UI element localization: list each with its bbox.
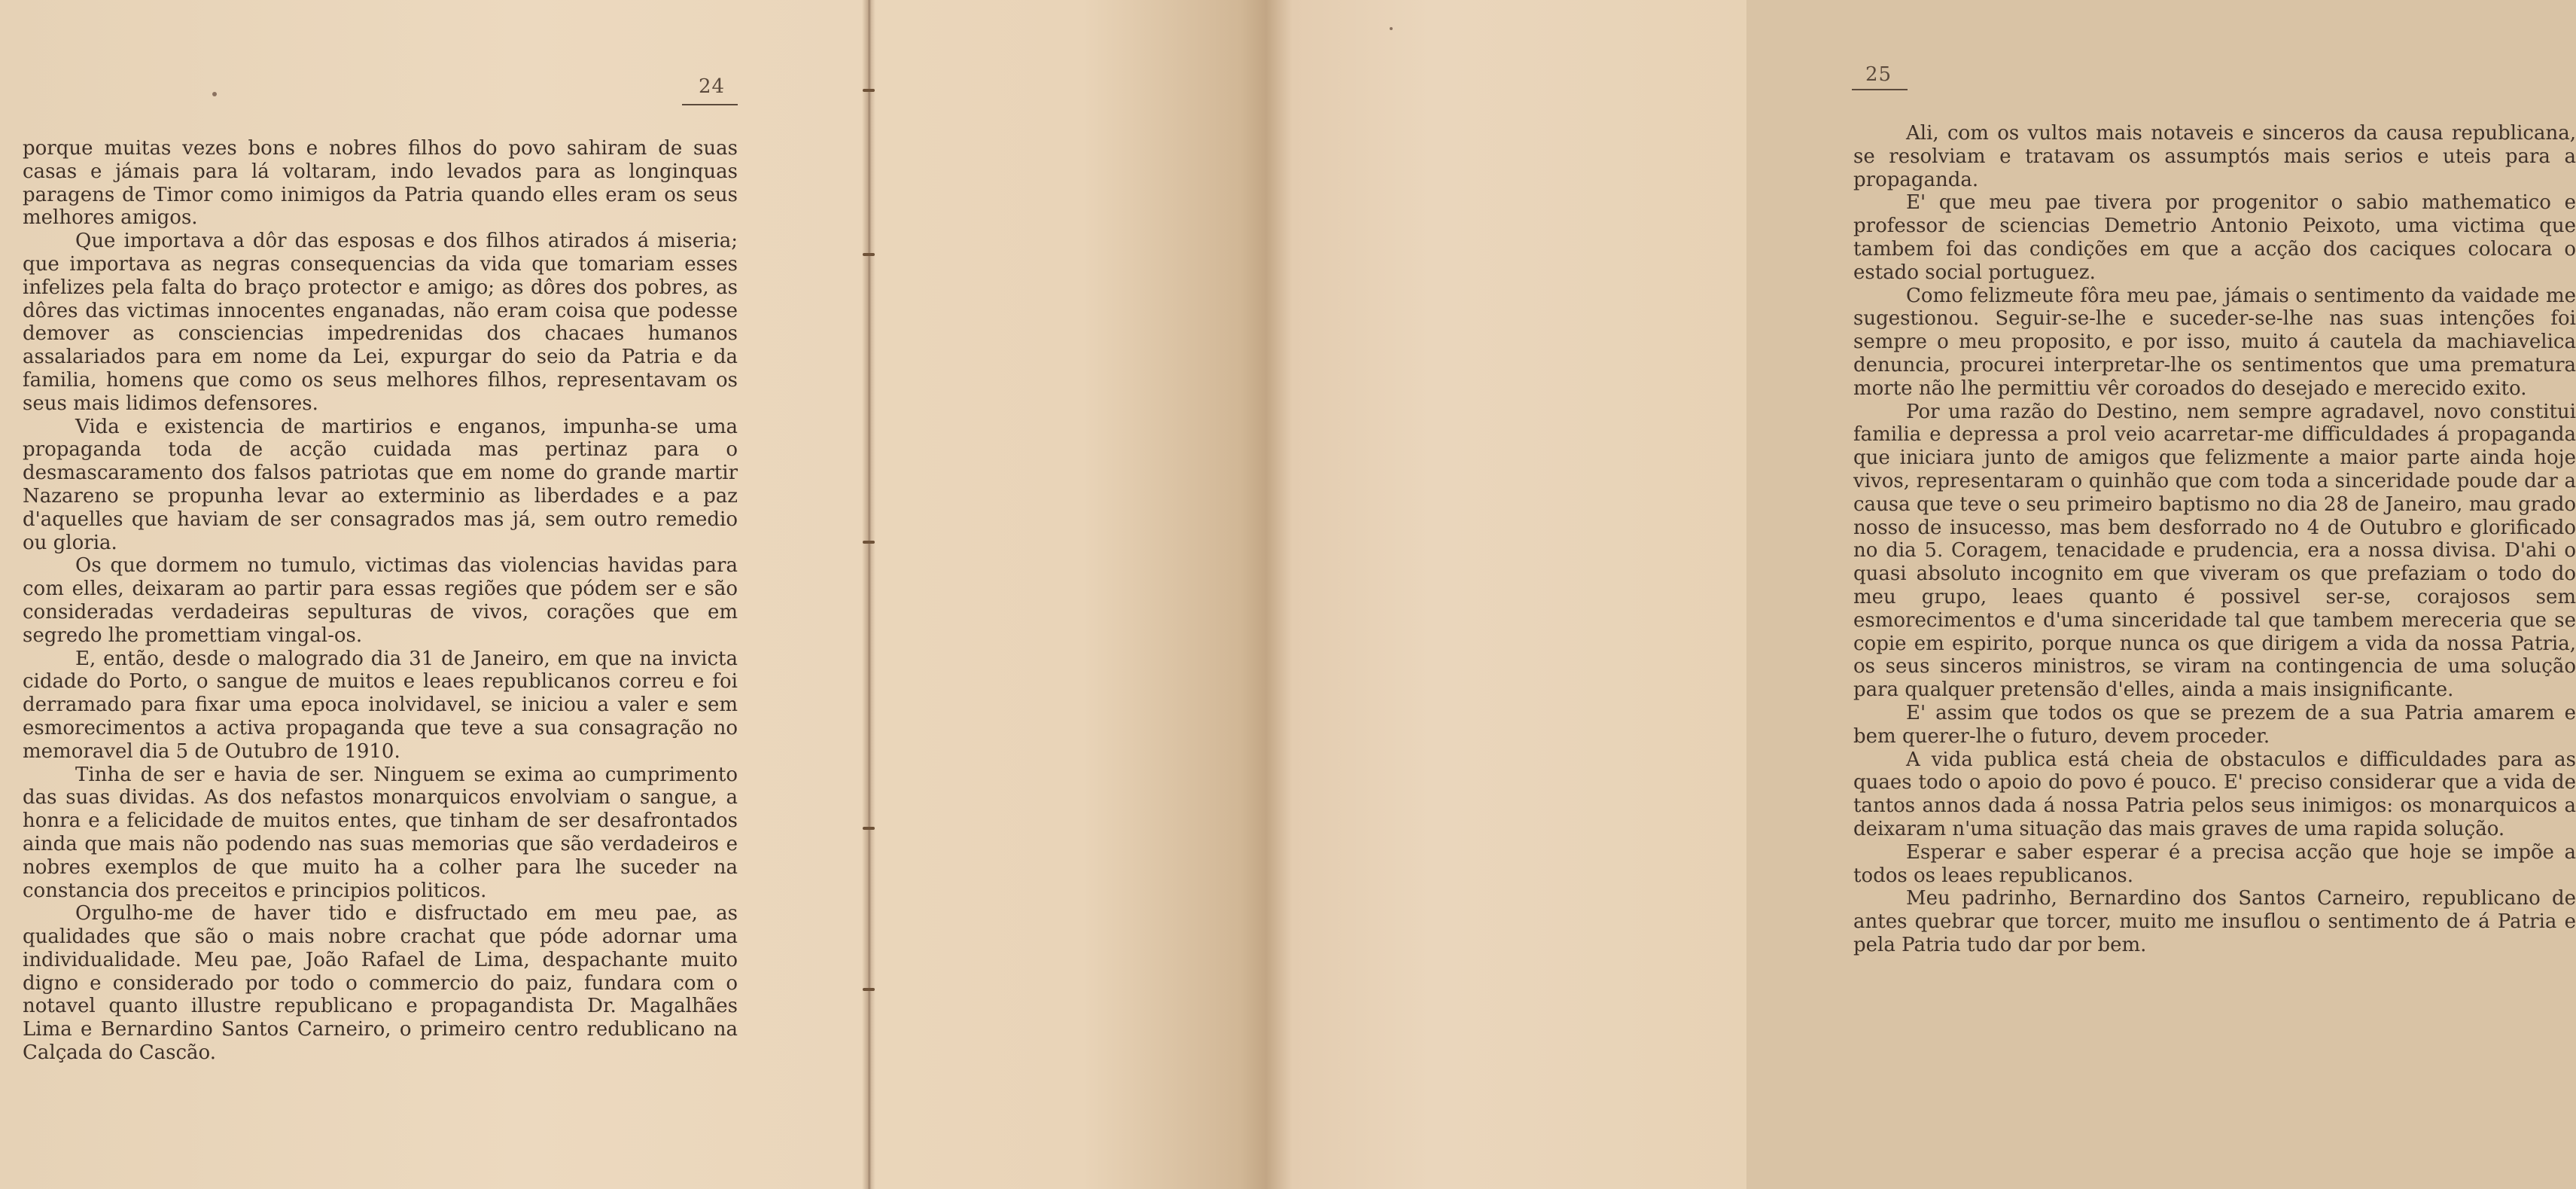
left-page-body xyxy=(23,137,738,1065)
page-number-rule xyxy=(682,104,738,105)
paragraph: Que importava a dôr das esposas e dos filhos atirados á miseria; que importava as negras consequencias da vida que tomariam esses infelizes pela falta do braço protector e amigo; as dôres dos pobres, as dôres das victimas innocentes enganadas, não eram coisa que podesse demover as consciencias impedrenidas dos chacaes humanos assalariados para em nome da Lei, expurgar do seio da Patria e da familia, homens que como os seus melhores filhos, representavam os seus mais lidimos defensores. xyxy=(23,230,738,415)
right-page-body xyxy=(1853,122,2576,957)
paragraph: Orgulho-me de haver tido e disfructado em meu pae, as qualidades que são o mais nobre crachat que póde adornar uma individualidade. Meu pae, João Rafael de Lima, despachante muito digno e considerado por todo o commercio do paiz, fundara com o notavel quanto illustre republicano e propagandista Dr. Magalhães Lima e Bernardino Santos Carneiro, o primeiro centro redublicano na Calçada do Cascão. xyxy=(23,902,738,1065)
paragraph: Tinha de ser e havia de ser. Ninguem se exima ao cumprimento das suas dividas. As dos nefastos monarquicos envolviam o sangue, a honra e a felicidade de muitos entes, que tinham de ser desafrontados ainda que mais não podendo nas suas memorias que são verdadeiros e nobres exemplos de que muito ha a colher para lhe suceder na constancia dos preceitos e principios politicos. xyxy=(23,763,738,902)
paragraph: Como felizmeute fôra meu pae, jámais o sentimento da vaidade me sugestionou. Seguir-se-lhe e suceder-se-lhe nas suas intenções foi sempre o meu proposito, e por isso, muito á cautela da machiavelica denuncia, procurei interpretar-lhe os sentimentos que uma prematura morte não lhe permittiu vêr coroados do desejado e merecido exito. xyxy=(1853,284,2576,400)
page-number-25: 25 xyxy=(1865,63,1892,86)
paragraph: Ali, com os vultos mais notaveis e sinceros da causa republicana, se resolviam e tratavam os assumptós mais serios e uteis para a propaganda. xyxy=(1853,122,2576,191)
paragraph: E, então, desde o malogrado dia 31 de Janeiro, em que na invicta cidade do Porto, o sangue de muitos e leaes republicanos correu e foi derramado para fixar uma epoca inolvidavel, se iniciou a valer e sem esmorecimentos a activa propaganda que teve a sua consagração no memoravel dia 5 de Outubro de 1910. xyxy=(23,647,738,763)
right-page xyxy=(866,0,2576,1189)
paragraph: Esperar e saber esperar é a precisa acção que hoje se impõe a todos os leaes republicanos. xyxy=(1853,840,2576,887)
page-number-24: 24 xyxy=(699,75,726,98)
left-page xyxy=(0,0,866,1189)
paragraph: Vida e existencia de martirios e enganos, impunha-se uma propaganda toda de acção cuidada mas pertinaz para o desmascaramento dos falsos patriotas que em nome do grande martir Nazareno se propunha levar ao exterminio as liberdades e a paz d'aquelles que haviam de ser consagrados mas já, sem outro remedio ou gloria. xyxy=(23,415,738,554)
paragraph: Por uma razão do Destino, nem sempre agradavel, novo constitui familia e depressa a prol veio acarretar-me difficuldades á propaganda que iniciara junto de amigos que felizmente a maior parte ainda hoje vivos, representaram o quinhão que com toda a sinceridade poude dar a causa que teve o seu primeiro baptismo no dia 28 de Janeiro, mau grado nosso de insucesso, mas bem desforrado no 4 de Outubro e glorificado no dia 5. Coragem, tenacidade e prudencia, era a nossa divisa. D'ahi o quasi absoluto incognito em que viveram os que prefaziam o todo do meu grupo, leaes quanto é possivel ser-se, corajosos sem esmorecimentos e d'uma sinceridade tal que tambem mereceria que se copie em espirito, porque nunca os que dirigem a vida da nossa Patria, os seus sinceros ministros, se viram na contingencia de uma solução para qualquer pretensão d'elles, ainda a mais insignificante. xyxy=(1853,400,2576,702)
paper-fleck xyxy=(1390,27,1393,30)
paragraph: E' assim que todos os que se prezem de a sua Patria amarem e bem querer-lhe o futuro, devem proceder. xyxy=(1853,701,2576,748)
paragraph: A vida publica está cheia de obstaculos e difficuldades para as quaes todo o apoio do povo é pouco. E' preciso considerar que a vida de tantos annos dada á nossa Patria pelos seus inimigos: os monarquicos a deixaram n'uma situação das mais graves de uma rapida solução. xyxy=(1853,748,2576,840)
paragraph: Meu padrinho, Bernardino dos Santos Carneiro, republicano de antes quebrar que torcer, muito me insuflou o sentimento de á Patria e pela Patria tudo dar por bem. xyxy=(1853,887,2576,956)
paragraph: E' que meu pae tivera por progenitor o sabio mathematico e professor de sciencias Demetrio Antonio Peixoto, uma victima que tambem foi das condições em que a acção dos caciques colocara o estado social portuguez. xyxy=(1853,191,2576,284)
paragraph: Os que dormem no tumulo, victimas das violencias havidas para com elles, deixaram ao partir para essas regiões que pódem ser e são consideradas verdadeiras sepulturas de vivos, corações que em segredo lhe promettiam vingal-os. xyxy=(23,554,738,647)
page-number-rule xyxy=(1852,89,1908,90)
paper-fleck xyxy=(212,92,217,96)
paragraph: porque muitas vezes bons e nobres filhos do povo sahiram de suas casas e jámais para lá voltaram, indo levados para as longinquas paragens de Timor como inimigos da Patria quando elles eram os seus melhores amigos. xyxy=(23,137,738,230)
